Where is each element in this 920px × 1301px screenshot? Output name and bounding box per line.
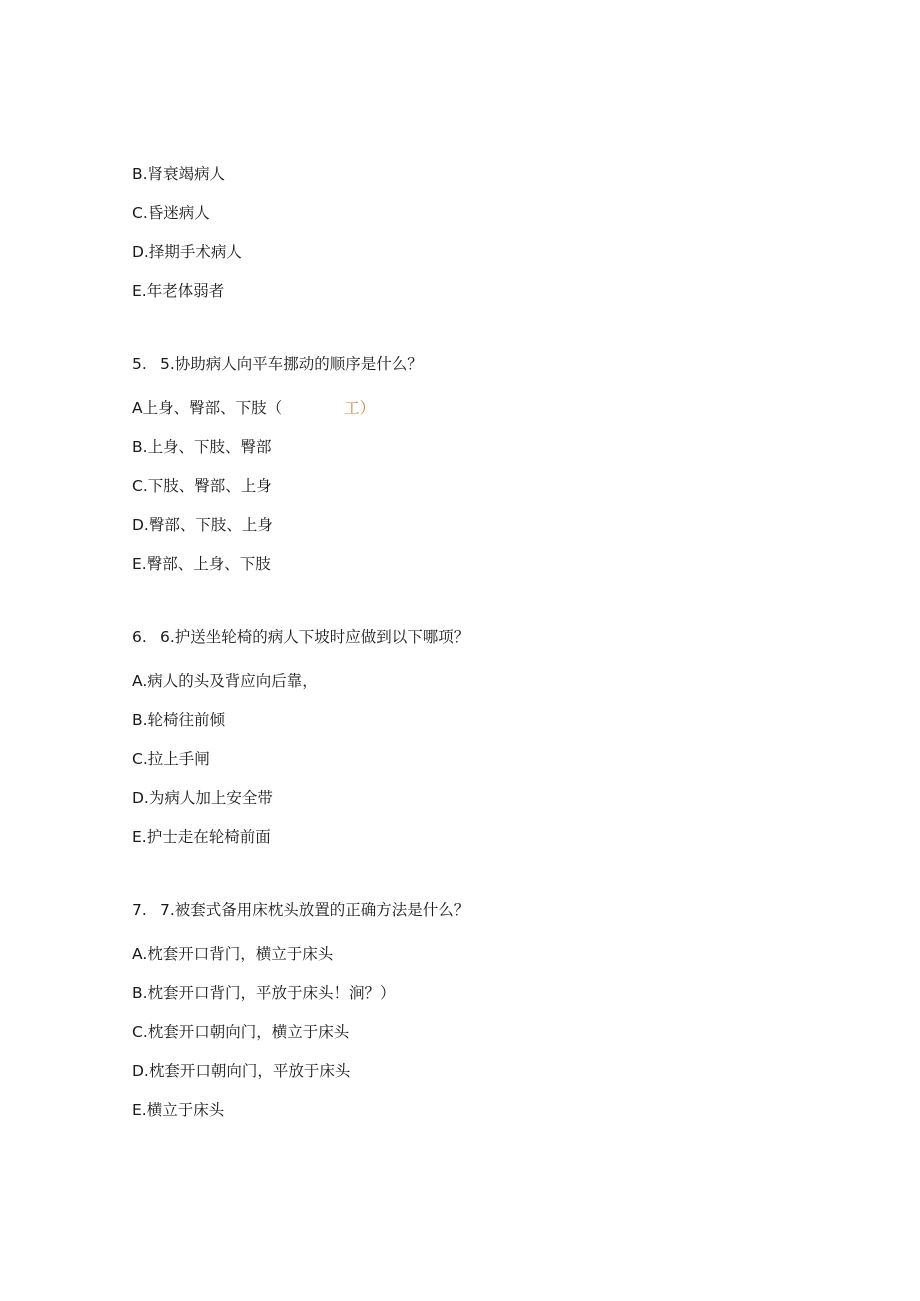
question-6-option-d: D.为病人加上安全带 bbox=[132, 789, 273, 807]
question-5-option-c: C.下肢、臀部、上身 bbox=[132, 477, 272, 495]
option-b-kidney-failure: B.肾衰竭病人 bbox=[132, 165, 226, 183]
question-6-text: 6.护送坐轮椅的病人下坡时应做到以下哪项？ bbox=[160, 628, 470, 646]
question-6-option-c: C.拉上手闸 bbox=[132, 750, 210, 768]
question-5-option-a-note: 工） bbox=[344, 399, 376, 417]
option-d-elective-surgery: D.择期手术病人 bbox=[132, 243, 242, 261]
question-5-option-a bbox=[132, 398, 375, 418]
question-7-option-c: C.枕套开口朝向门，横立于床头 bbox=[132, 1023, 350, 1041]
question-7-option-d: D.枕套开口朝向门，平放于床头 bbox=[132, 1062, 351, 1080]
question-5-text: 5.协助病人向平车挪动的顺序是什么？ bbox=[160, 355, 423, 373]
question-6-option-e: E.护士走在轮椅前面 bbox=[132, 828, 271, 846]
question-5-number: 5. bbox=[132, 355, 147, 373]
question-7-text: 7.被套式备用床枕头放置的正确方法是什么？ bbox=[160, 901, 470, 919]
question-5-option-e: E.臀部、上身、下肢 bbox=[132, 555, 271, 573]
question-7-number: 7. bbox=[132, 901, 147, 919]
question-7 bbox=[132, 900, 469, 920]
question-7-option-b: B.枕套开口背门，平放于床头！涧？） bbox=[132, 984, 396, 1002]
question-7-option-a: A.枕套开口背门，横立于床头 bbox=[132, 945, 334, 963]
option-e-elderly: E.年老体弱者 bbox=[132, 282, 225, 300]
question-5-option-b: B.上身、下肢、臀部 bbox=[132, 438, 272, 456]
question-5 bbox=[132, 354, 423, 374]
question-6-option-a: A.病人的头及背应向后靠， bbox=[132, 672, 318, 690]
option-c-coma: C.昏迷病人 bbox=[132, 204, 210, 222]
question-7-option-e: E.横立于床头 bbox=[132, 1101, 225, 1119]
question-6 bbox=[132, 627, 469, 647]
question-6-number: 6. bbox=[132, 628, 147, 646]
question-5-option-a-text: A上身、臀部、下肢（ bbox=[132, 399, 283, 417]
question-6-option-b: B.轮椅往前倾 bbox=[132, 711, 226, 729]
question-5-option-d: D.臀部、下肢、上身 bbox=[132, 516, 273, 534]
